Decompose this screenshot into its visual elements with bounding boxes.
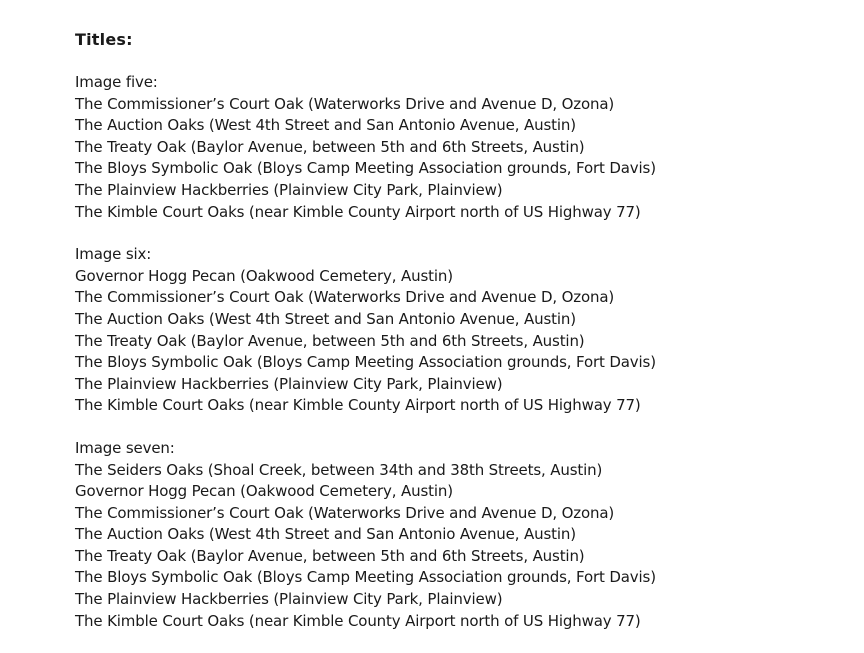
section-label: Image five: — [75, 73, 158, 91]
title-line: The Treaty Oak (Baylor Avenue, between 5th and 6th Streets, Austin) — [75, 331, 585, 350]
section-label: Image seven: — [75, 438, 175, 457]
section-label: Image six: — [75, 245, 152, 264]
document-page — [75, 29, 855, 653]
title-line: The Bloys Symbolic Oak (Bloys Camp Meeting Association grounds, Fort Davis) — [75, 568, 656, 587]
section-image-seven — [75, 438, 855, 632]
title-line: The Auction Oaks (West 4th Street and San Antonio Avenue, Austin) — [75, 309, 576, 328]
title-line: The Treaty Oak (Baylor Avenue, between 5th and 6th Streets, Austin) — [75, 137, 585, 156]
titles-heading: Titles: — [75, 30, 133, 49]
title-line: The Treaty Oak (Baylor Avenue, between 5th and 6th Streets, Austin) — [75, 546, 585, 565]
title-line: The Plainview Hackberries (Plainview City Park, Plainview) — [75, 180, 503, 199]
title-line: The Kimble Court Oaks (near Kimble County Airport north of US Highway 77) — [75, 202, 641, 221]
title-line: The Bloys Symbolic Oak (Bloys Camp Meeting Association grounds, Fort Davis) — [75, 353, 656, 372]
title-line: The Commissioner’s Court Oak (Waterworks Drive and Avenue D, Ozona) — [75, 288, 615, 307]
title-line: The Kimble Court Oaks (near Kimble County Airport north of US Highway 77) — [75, 611, 641, 630]
title-line: The Commissioner’s Court Oak (Waterworks Drive and Avenue D, Ozona) — [75, 94, 615, 113]
title-line: The Auction Oaks (West 4th Street and San Antonio Avenue, Austin) — [75, 525, 576, 544]
title-line: The Commissioner’s Court Oak (Waterworks Drive and Avenue D, Ozona) — [75, 503, 615, 522]
section-image-five — [75, 72, 855, 223]
section-image-six — [75, 244, 855, 417]
title-line: Governor Hogg Pecan (Oakwood Cemetery, Austin) — [75, 266, 453, 285]
title-line: The Plainview Hackberries (Plainview City Park, Plainview) — [75, 374, 503, 393]
title-line: The Plainview Hackberries (Plainview City Park, Plainview) — [75, 590, 503, 609]
title-line: The Seiders Oaks (Shoal Creek, between 34th and 38th Streets, Austin) — [75, 460, 603, 479]
title-line: The Auction Oaks (West 4th Street and San Antonio Avenue, Austin) — [75, 116, 576, 135]
title-line: The Bloys Symbolic Oak (Bloys Camp Meeting Association grounds, Fort Davis) — [75, 159, 656, 178]
title-line: The Kimble Court Oaks (near Kimble County Airport north of US Highway 77) — [75, 396, 641, 415]
title-line: Governor Hogg Pecan (Oakwood Cemetery, Austin) — [75, 482, 453, 501]
